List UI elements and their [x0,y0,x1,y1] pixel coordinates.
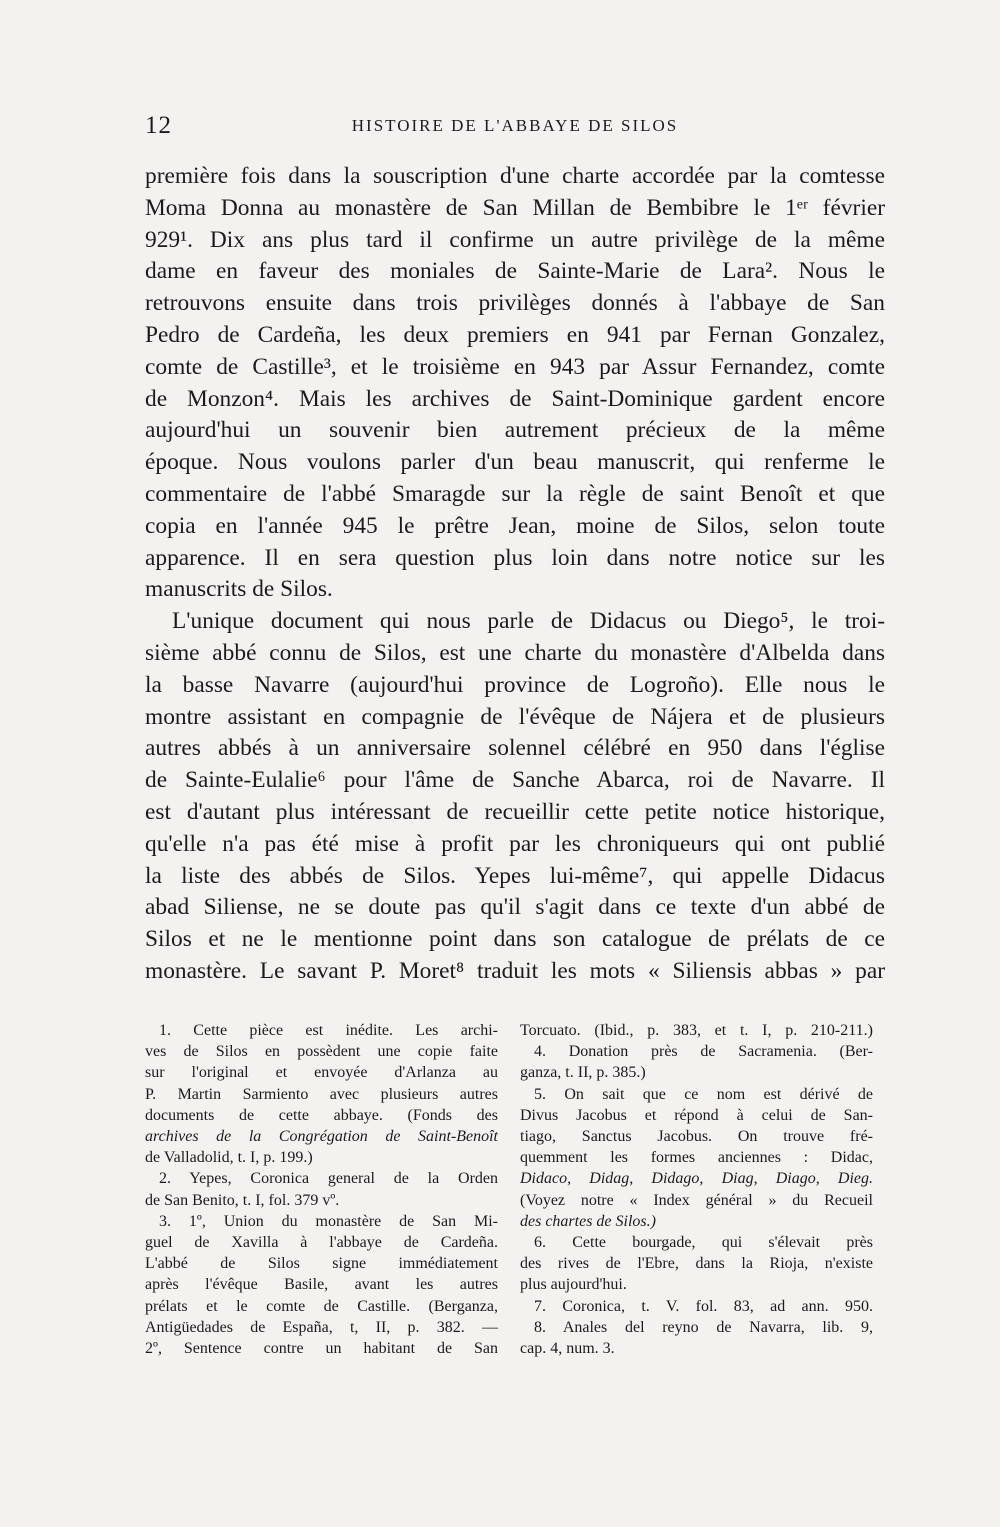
body-line: L'unique document qui nous parle de Didacus ou Diego⁵, le troi- [172,608,885,635]
body-line: de Sainte-Eulalie⁶ pour l'âme de Sanche Abarca, roi de Navarre. Il [145,767,885,794]
footnote-line: 2º, Sentence contre un habitant de San [145,1340,498,1358]
footnote-line: Divus Jacobus et répond à celui de San- [520,1106,873,1124]
footnote-line: archives de la Congrégation de Saint-Benoît [145,1128,498,1146]
body-line: retrouvons ensuite dans trois privilèges donnés à l'abbaye de San [145,290,885,317]
body-line: manuscrits de Silos. [145,576,333,603]
body-line: abad Siliense, ne se doute pas qu'il s'agit dans ce texte d'un abbé de [145,894,885,921]
footnote-line: des rives de l'Ebre, dans la Rioja, n'existe [520,1255,873,1273]
body-line: Pedro de Cardeña, les deux premiers en 941 par Fernan Gonzalez, [145,321,885,348]
body-line: copia en l'année 945 le prêtre Jean, moine de Silos, selon toute [145,512,885,539]
footnotes-right-column [520,1020,873,1359]
footnote-line: après l'évêque Basile, avant les autres [145,1276,498,1294]
footnote-line: 7. Coronica, t. V. fol. 83, ad ann. 950. [534,1297,873,1315]
footnote-line: de Valladolid, t. I, p. 199.) [145,1149,313,1167]
footnote-line: des chartes de Silos.) [520,1212,656,1230]
body-line: qu'elle n'a pas été mise à profit par les chroniqueurs qui ont publié [145,830,885,857]
footnotes [145,1020,885,1400]
body-line: comte de Castille³, et le troisième en 943 par Assur Fernandez, comte [145,353,885,380]
footnote-line: L'abbé de Silos signe immédiatement [145,1255,498,1273]
footnote-line: ganza, t. II, p. 385.) [520,1064,646,1082]
footnote-line: 3. 1º, Union du monastère de San Mi- [159,1212,498,1230]
footnote-line: 5. On sait que ce nom est dérivé de [534,1085,873,1103]
body-line: de Monzon⁴. Mais les archives de Saint-Dominique gardent encore [145,385,885,412]
running-title: HISTOIRE DE L'ABBAYE DE SILOS [351,116,679,135]
footnote-line: 2. Yepes, Coronica general de la Orden [159,1170,498,1188]
body-line: autres abbés à un anniversaire solennel célébré en 950 dans l'église [145,735,885,762]
footnote-line: cap. 4, num. 3. [520,1340,615,1358]
footnote-line: tiago, Sanctus Jacobus. On trouve fré- [520,1128,873,1146]
footnote-line: Didaco, Didag, Didago, Diag, Diago, Dieg. [520,1170,873,1188]
body-line: aujourd'hui un souvenir bien autrement précieux de la même [145,417,885,444]
body-line: époque. Nous voulons parler d'un beau manuscrit, qui renferme le [145,449,885,476]
body-line: commentaire de l'abbé Smaragde sur la règle de saint Benoît et que [145,480,885,507]
footnote-line: 1. Cette pièce est inédite. Les archi- [159,1022,498,1039]
body-text [145,161,885,988]
body-line: montre assistant en compagnie de l'évêque de Nájera et de plusieurs [145,703,885,730]
footnote-line: ves de Silos en possèdent une copie faite [145,1043,498,1061]
footnote-line: (Voyez notre « Index général » du Recueil [520,1191,873,1209]
footnote-line: 8. Anales del reyno de Navarra, lib. 9, [534,1318,873,1336]
body-line: est d'autant plus intéressant de recueillir cette petite notice historique, [145,798,885,825]
body-line: Moma Donna au monastère de San Millan de Bembibre le 1ᵉʳ février [145,194,885,221]
page-header [145,112,885,142]
body-line: apparence. Il en sera question plus loin dans notre notice sur les [145,544,885,571]
body-line: sième abbé connu de Silos, est une charte du monastère d'Albelda dans [145,639,885,666]
footnote-line: P. Martin Sarmiento avec plusieurs autres [145,1085,498,1103]
footnote-line: 6. Cette bourgade, qui s'élevait près [534,1234,873,1252]
footnote-line: Torcuato. (Ibid., p. 383, et t. I, p. 210-211.) [520,1022,873,1039]
footnotes-left-column [145,1020,498,1359]
body-line: monastère. Le savant P. Moret⁸ traduit les mots « Siliensis abbas » par [145,957,885,984]
body-line: la liste des abbés de Silos. Yepes lui-même⁷, qui appelle Didacus [145,862,885,889]
body-line: dame en faveur des moniales de Sainte-Marie de Lara². Nous le [145,258,885,285]
body-line: la basse Navarre (aujourd'hui province de Logroño). Elle nous le [145,671,885,698]
footnote-line: quemment les formes anciennes : Didac, [520,1149,873,1167]
footnote-line: 4. Donation près de Sacramenia. (Ber- [534,1043,873,1061]
footnote-line: Antigüedades de España, t, II, p. 382. — [145,1318,498,1336]
footnote-line: prélats et le comte de Castille. (Berganza, [145,1297,498,1315]
body-line: 929¹. Dix ans plus tard il confirme un autre privilège de la même [145,226,885,253]
page-number: 12 [145,112,172,139]
footnote-line: guel de Xavilla à l'abbaye de Cardeña. [145,1234,498,1252]
body-line: Silos et ne le mentionne point dans son catalogue de prélats de ce [145,926,885,953]
footnote-line: sur l'original et envoyée d'Arlanza au [145,1064,498,1082]
footnote-line: documents de cette abbaye. (Fonds des [145,1106,498,1124]
footnote-line: de San Benito, t. I, fol. 379 vº. [145,1191,340,1209]
footnote-line: plus aujourd'hui. [520,1276,627,1294]
body-line: première fois dans la souscription d'une charte accordée par la comtesse [145,163,885,189]
